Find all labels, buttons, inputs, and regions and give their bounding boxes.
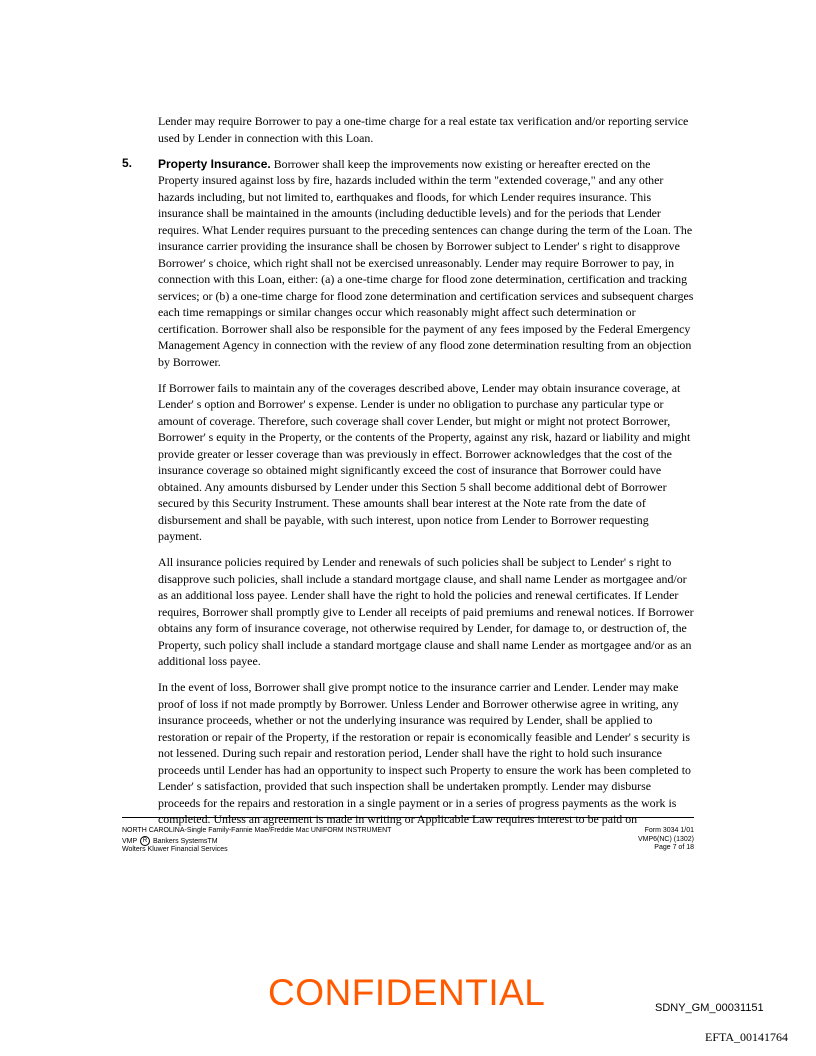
section-paragraph-1	[158, 156, 694, 371]
footer-divider	[122, 817, 694, 818]
section-paragraph-4: In the event of loss, Borrower shall give prompt notice to the insurance carrier and Lender. Lender may make proof of loss if not made promptly by Borrower. Unless Lender and Borrower otherwise agree in writing, any insurance proceeds, whether or not the underlying insurance was required by Lender, shall be applied to restoration or repair of the Property, if the restoration or repair is economically feasible and Lender' s security is not lessened. During such repair and restoration period, Lender shall have the right to hold such insurance proceeds until Lender has had an opportunity to inspect such Property to ensure the work has been completed to Lender' s satisfaction, provided that such inspection shall be undertaken promptly. Lender may disburse proceeds for the repairs and restoration in a single payment or in a series of progress payments as the work is completed. Unless an agreement is made in writing or Applicable Law requires interest to be paid on	[158, 680, 691, 826]
footer-form-number: Form 3034 1/01	[644, 827, 694, 834]
footer-publisher	[122, 836, 391, 846]
footer-form-code: VMP6(NC) (1302)	[637, 835, 694, 843]
footer-instrument-title: NORTH CAROLINA-Single Family-Fannie Mae/Freddie Mac UNIFORM INSTRUMENT	[122, 827, 392, 834]
footer-company: Wolters Kluwer Financial Services	[122, 846, 228, 854]
confidential-stamp: CONFIDENTIAL	[268, 972, 546, 1013]
section-paragraph-1-text: Borrower shall keep the improvements now existing or hereafter erected on the Property insured against loss by fire, hazards included within the term "extended coverage," and any other hazards including, but not limited to, earthquakes and floods, for which Lender requires insurance. This insurance shall be maintained in the amounts (including deductible levels) and for the periods that Lender requires. What Lender requires pursuant to the preceding sentences can change during the term of the Loan. The insurance carrier providing the insurance shall be chosen by Borrower subject to Lender' s right to disapprove Borrower' s choice, which right shall not be exercised unreasonably. Lender may require Borrower to pay, in connection with this Loan, either: (a) a one-time charge for flood zone determination, certification and tracking services; or (b) a one-time charge for flood zone determination and certification services and subsequent charges each time remappings or similar changes occur which reasonably might affect such determination or certification. Borrower shall also be responsible for the payment of any fees imposed by the Federal Emergency Management Agency in connection with the review of any flood zone determination resulting from an objection by Borrower.	[158, 156, 694, 369]
registered-mark-icon: R	[140, 836, 150, 846]
section-paragraph-2: If Borrower fails to maintain any of the coverages described above, Lender may obtain insurance coverage, at Lender' s option and Borrower' s expense. Lender is under no obligation to purchase any particular type or amount of coverage. Therefore, such coverage shall cover Lender, but might or might not protect Borrower, Borrower' s equity in the Property, or the contents of the Property, against any risk, hazard or liability and might provide greater or lesser coverage than was previously in effect. Borrower acknowledges that the cost of the insurance coverage so obtained might significantly exceed the cost of insurance that Borrower could have obtained. Any amounts disbursed by Lender under this Section 5 shall become additional debt of Borrower secured by this Security Instrument. These amounts shall bear interest at the Note rate from the date of disbursement and shall be payable, with such interest, upon notice from Lender to Borrower requesting payment.	[158, 380, 691, 543]
section-number: 5.	[122, 155, 133, 170]
document-body	[122, 113, 694, 837]
bates-number: SDNY_GM_00031151	[655, 1002, 764, 1014]
footer-bankers-systems: Bankers SystemsTM	[152, 837, 218, 845]
section-paragraph-3: All insurance policies required by Lender and renewals of such policies shall be subject to Lender' s right to disapprove such policies, shall include a standard mortgage clause, and shall name Lender as mortgagee and/or as an additional loss payee. Lender shall have the right to hold the policies and renewal certificates. If Lender requires, Borrower shall promptly give to Lender all receipts of paid premiums and renewal notices. If Borrower obtains any form of insurance coverage, not otherwise required by Lender, for damage to, or destruction of, the Property, such policy shall include a standard mortgage clause and shall name Lender as mortgagee and/or as an additional loss payee.	[158, 555, 694, 668]
intro-paragraph: Lender may require Borrower to pay a one-time charge for a real estate tax verification and/or reporting service used by Lender in connection with this Loan.	[158, 114, 689, 145]
footer-left	[122, 827, 391, 855]
efta-number: EFTA_00141764	[705, 1030, 789, 1044]
footer-right	[638, 827, 694, 853]
footer-page-number: Page 7 of 18	[654, 844, 694, 852]
section-5	[122, 155, 694, 371]
section-heading: Property Insurance.	[158, 156, 271, 171]
footer-vmp: VMP	[122, 837, 138, 845]
